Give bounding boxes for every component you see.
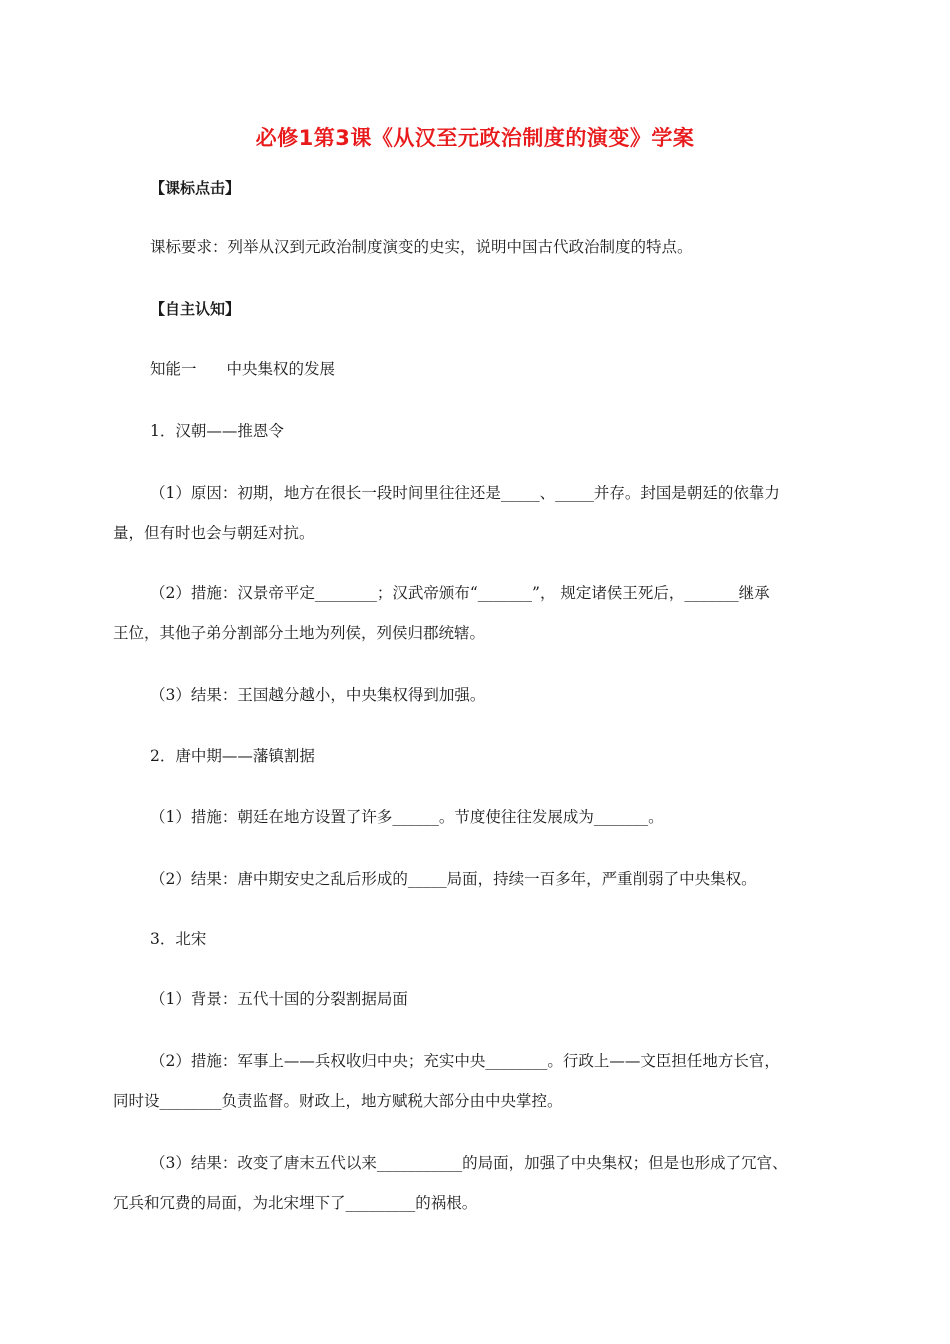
paragraph-song-measures-line2: 同时设________负责监督。财政上，地方赋税大部分由中央掌控。	[113, 1092, 563, 1110]
paragraph-tang-result: （2）结果：唐中期安史之乱后形成的_____局面，持续一百多年，严重削弱了中央集权。	[150, 870, 757, 888]
topic-title: 中央集权的发展	[226, 360, 336, 378]
paragraph-song-background: （1）背景：五代十国的分裂割据局面	[150, 990, 408, 1008]
paragraph-han-measures-line1: （2）措施：汉景帝平定________；汉武帝颁布“_______”， 规定诸侯王死后，_______继承	[150, 584, 770, 602]
paragraph-tang-measures: （1）措施：朝廷在地方设置了许多______。节度使往往发展成为_______。	[150, 808, 664, 826]
topic-heading	[150, 358, 335, 380]
paragraph-han-reason-line1: （1）原因：初期，地方在很长一段时间里往往还是_____、_____并存。封国是朝廷的依靠力	[150, 484, 780, 502]
topic-label: 知能一	[150, 360, 197, 378]
paragraph-song-result-line1: （3）结果：改变了唐末五代以来___________的局面，加强了中央集权；但是也形成了冗官、	[150, 1154, 788, 1172]
paragraph-han-measures-line2: 王位，其他子弟分割部分土地为列侯，列侯归郡统辖。	[113, 624, 486, 642]
paragraph-han-reason-line2: 量，但有时也会与朝廷对抗。	[113, 524, 315, 542]
subheading-han: 1．汉朝——推恩令	[150, 422, 284, 440]
section-heading-standards: 【课标点击】	[150, 179, 241, 197]
subheading-northern-song: 3．北宋	[150, 930, 207, 948]
page-title: 必修1第3课《从汉至元政治制度的演变》学案	[255, 126, 695, 150]
standard-requirement: 课标要求：列举从汉到元政治制度演变的史实，说明中国古代政治制度的特点。	[150, 238, 693, 256]
subheading-tang: 2．唐中期——藩镇割据	[150, 747, 315, 765]
section-heading-self-study: 【自主认知】	[150, 300, 241, 318]
paragraph-song-result-line2: 冗兵和冗费的局面，为北宋埋下了_________的祸根。	[113, 1194, 478, 1212]
paragraph-han-result: （3）结果：王国越分越小，中央集权得到加强。	[150, 686, 486, 704]
paragraph-song-measures-line1: （2）措施：军事上——兵权收归中央；充实中央________。行政上——文臣担任地方长官，	[150, 1052, 780, 1070]
